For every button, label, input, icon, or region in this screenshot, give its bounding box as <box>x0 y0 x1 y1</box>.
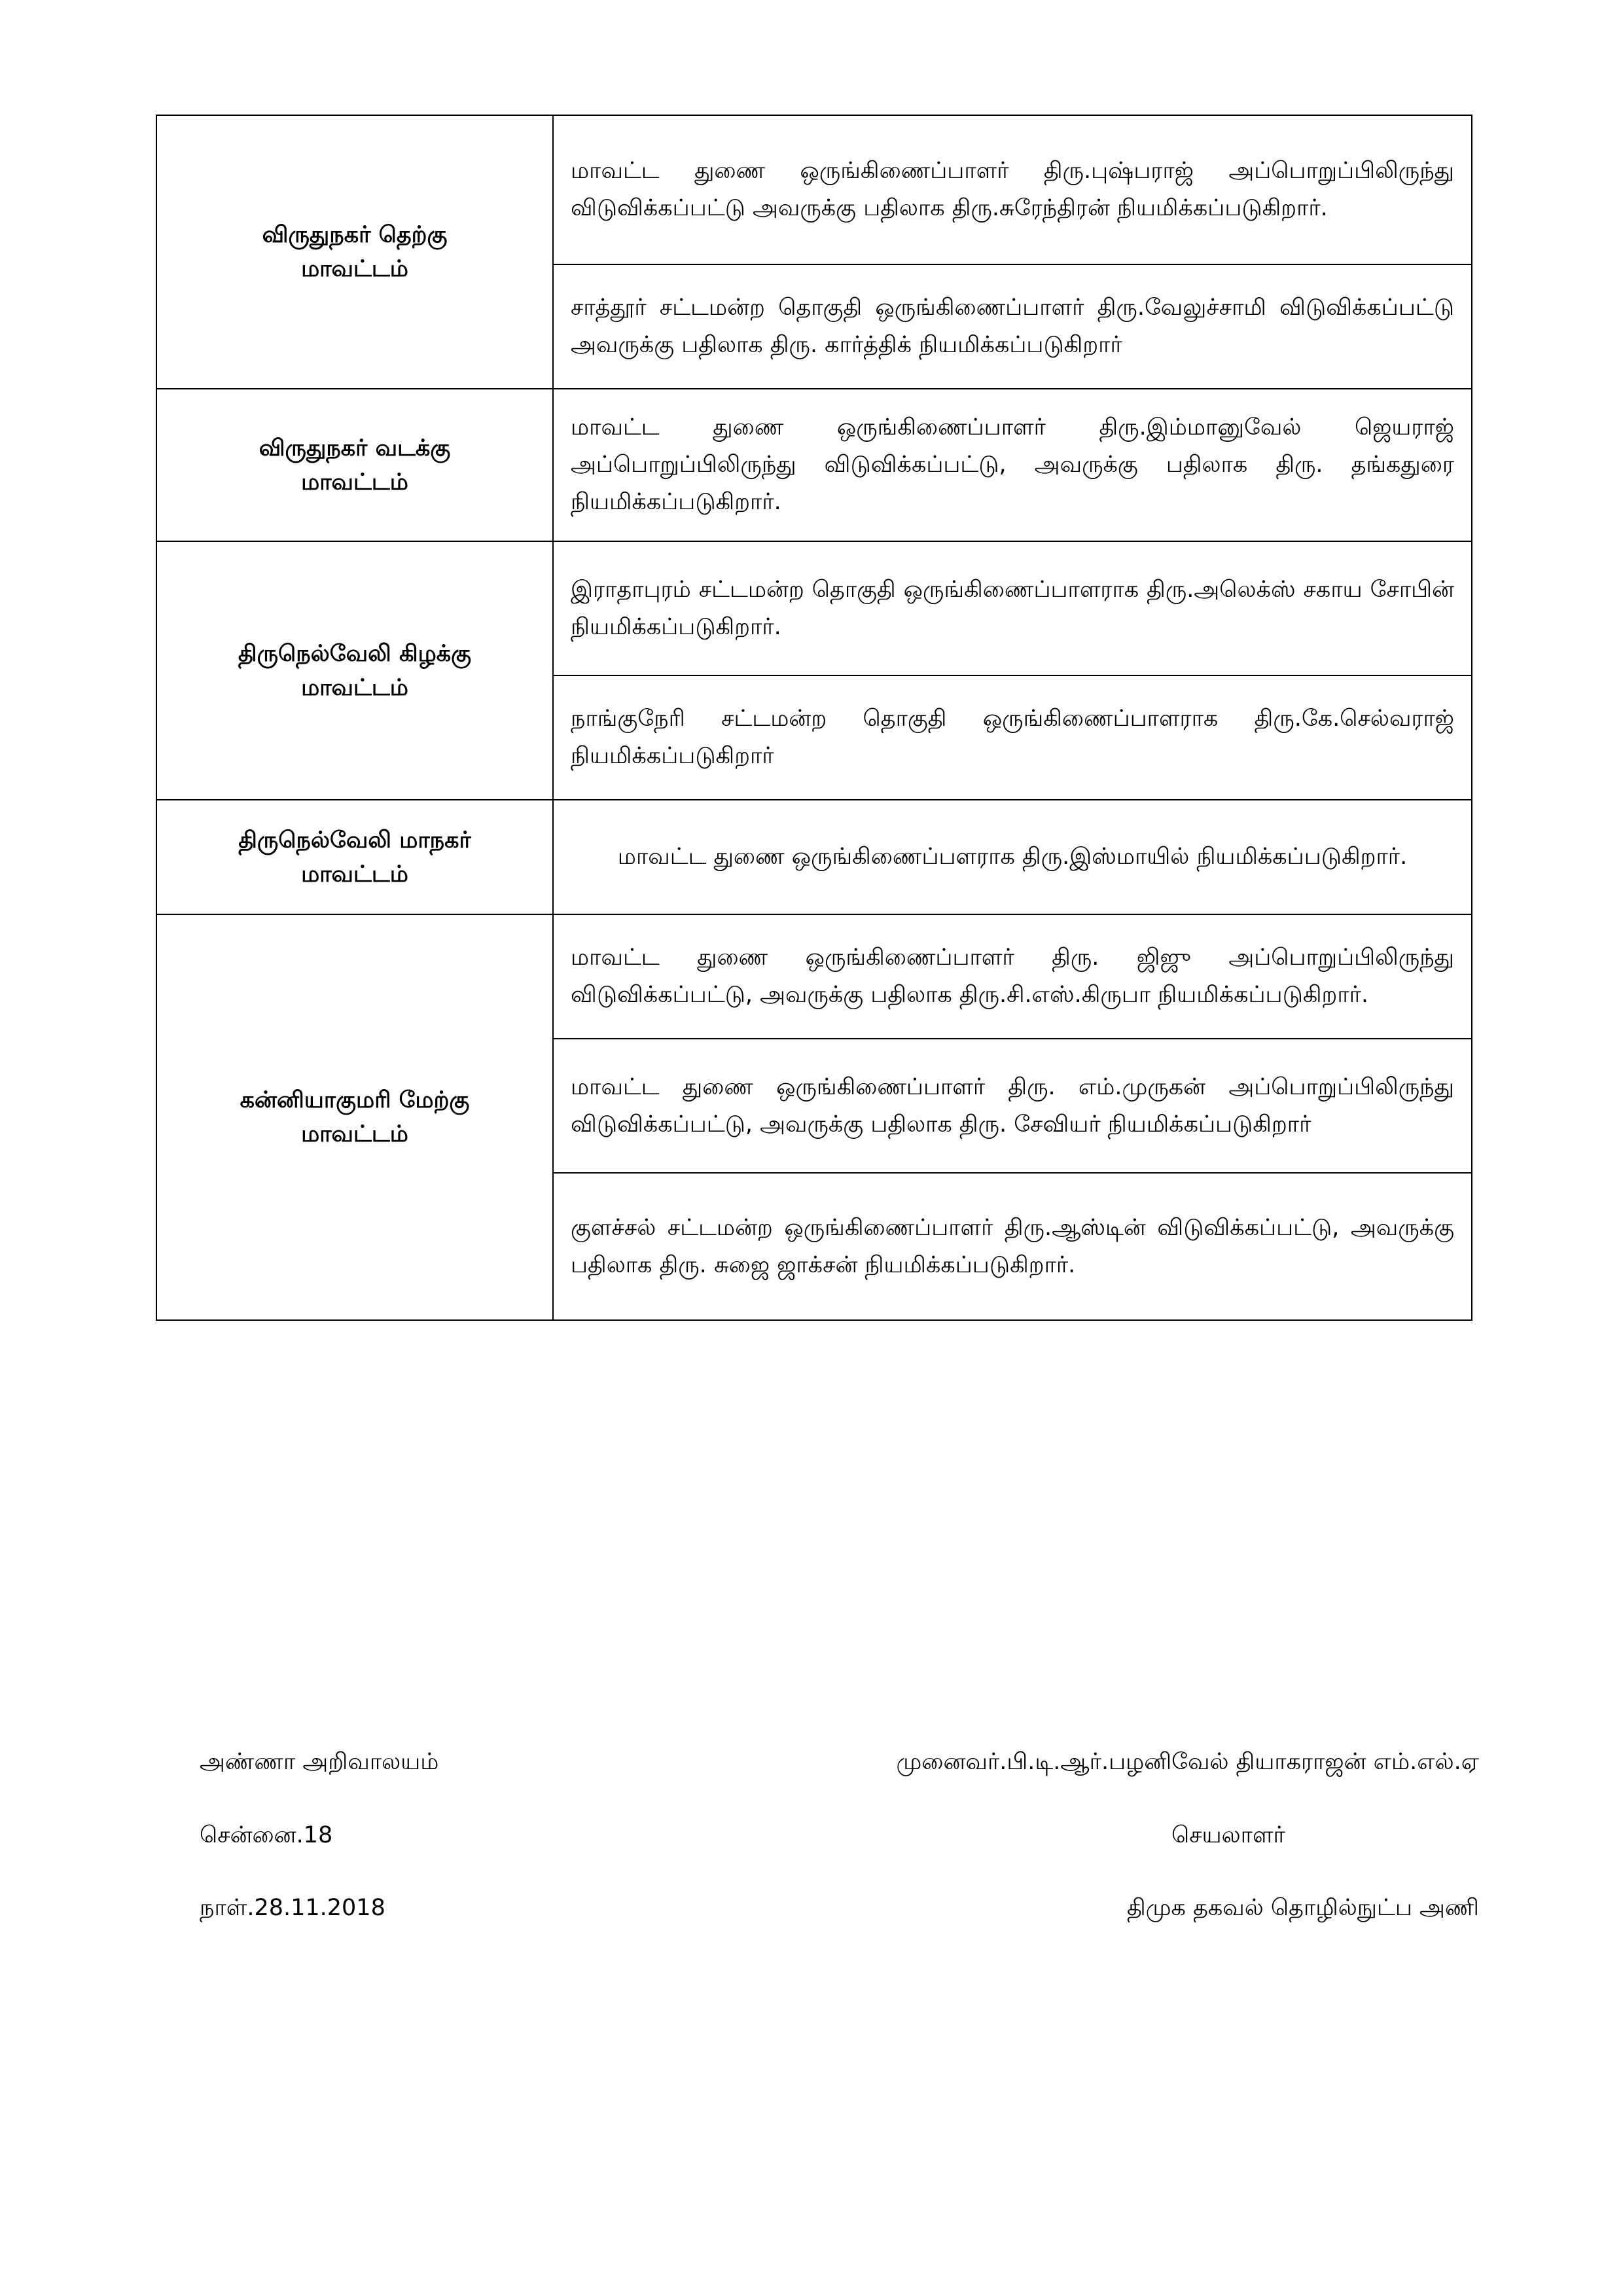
appointment-text: மாவட்ட துணை ஒருங்கிணைப்பாளர் திரு.புஷ்பராஜ் அப்பொறுப்பிலிருந்து விடுவிக்கப்பட்டு அவருக்கு பதிலாக திரு.சுரேந்திரன் நியமிக்கப்படுகிறார். <box>553 115 1472 264</box>
district-name: விருதுநகர் வடக்கு <box>259 435 451 461</box>
footer-signatory: முனைவர்.பி.டி.ஆர்.பழனிவேல் தியாகராஜன் எம்.எல்.ஏ <box>896 1749 1479 1775</box>
table-row <box>156 914 1472 1039</box>
appointment-text: இராதாபுரம் சட்டமன்ற தொகுதி ஒருங்கிணைப்பாளராக திரு.அலெக்ஸ் சகாய சோபின் நியமிக்கப்படுகிறார். <box>553 541 1472 675</box>
district-suffix: மாவட்டம் <box>301 674 408 701</box>
footer-organization: திமுக தகவல் தொழில்நுட்ப அணி <box>1127 1895 1479 1921</box>
district-cell <box>156 115 553 389</box>
footer-designation: செயலாளர் <box>1171 1822 1285 1848</box>
footer-date: நாள்.28.11.2018 <box>200 1895 385 1921</box>
appointment-text: நாங்குநேரி சட்டமன்ற தொகுதி ஒருங்கிணைப்பாளராக திரு.கே.செல்வராஜ் நியமிக்கப்படுகிறார் <box>553 675 1472 800</box>
district-name: திருநெல்வேலி மாநகர் <box>238 827 471 853</box>
appointment-text: மாவட்ட துணை ஒருங்கிணைப்பாளர் திரு. எம்.முருகன் அப்பொறுப்பிலிருந்து விடுவிக்கப்பட்டு, அவருக்கு பதிலாக திரு. சேவியர் நியமிக்கப்படுகிறார் <box>553 1039 1472 1173</box>
table-row <box>156 800 1472 914</box>
appointment-text: மாவட்ட துணை ஒருங்கிணைப்பாளர் திரு. ஜிஜு அப்பொறுப்பிலிருந்து விடுவிக்கப்பட்டு, அவருக்கு பதிலாக திரு.சி.எஸ்.கிருபா நியமிக்கப்படுகிறார். <box>553 914 1472 1039</box>
appointment-text: மாவட்ட துணை ஒருங்கிணைப்பாளர் திரு.இம்மானுவேல் ஜெயராஜ் அப்பொறுப்பிலிருந்து விடுவிக்கப்பட்டு, அவருக்கு பதிலாக திரு. தங்கதுரை நியமிக்கப்படுகிறார். <box>553 389 1472 541</box>
district-name: விருதுநகர் தெற்கு <box>262 222 448 248</box>
footer-city: சென்னை.18 <box>200 1822 333 1848</box>
table-row <box>156 115 1472 264</box>
appointment-text: சாத்தூர் சட்டமன்ற தொகுதி ஒருங்கிணைப்பாளர் திரு.வேலுச்சாமி விடுவிக்கப்பட்டு அவருக்கு பதிலாக திரு. கார்த்திக் நியமிக்கப்படுகிறார் <box>553 264 1472 389</box>
district-cell <box>156 914 553 1320</box>
district-suffix: மாவட்டம் <box>301 469 408 495</box>
district-name: கன்னியாகுமரி மேற்கு <box>240 1087 470 1113</box>
district-suffix: மாவட்டம் <box>301 256 408 282</box>
appointments-table <box>156 115 1472 1321</box>
district-cell <box>156 389 553 541</box>
table-row <box>156 389 1472 541</box>
appointment-text: குளச்சல் சட்டமன்ற ஒருங்கிணைப்பாளர் திரு.ஆஸ்டின் விடுவிக்கப்பட்டு, அவருக்கு பதிலாக திரு. சுஜை ஜாக்சன் நியமிக்கப்படுகிறார். <box>553 1173 1472 1320</box>
district-name: திருநெல்வேலி கிழக்கு <box>238 640 472 667</box>
district-cell <box>156 541 553 800</box>
district-cell <box>156 800 553 914</box>
district-suffix: மாவட்டம் <box>301 861 408 888</box>
footer-place: அண்ணா அறிவாலயம் <box>200 1749 439 1775</box>
table-row <box>156 541 1472 675</box>
appointment-text: மாவட்ட துணை ஒருங்கிணைப்பளராக திரு.இஸ்மாயில் நியமிக்கப்படுகிறார். <box>553 800 1472 914</box>
district-suffix: மாவட்டம் <box>301 1121 408 1147</box>
